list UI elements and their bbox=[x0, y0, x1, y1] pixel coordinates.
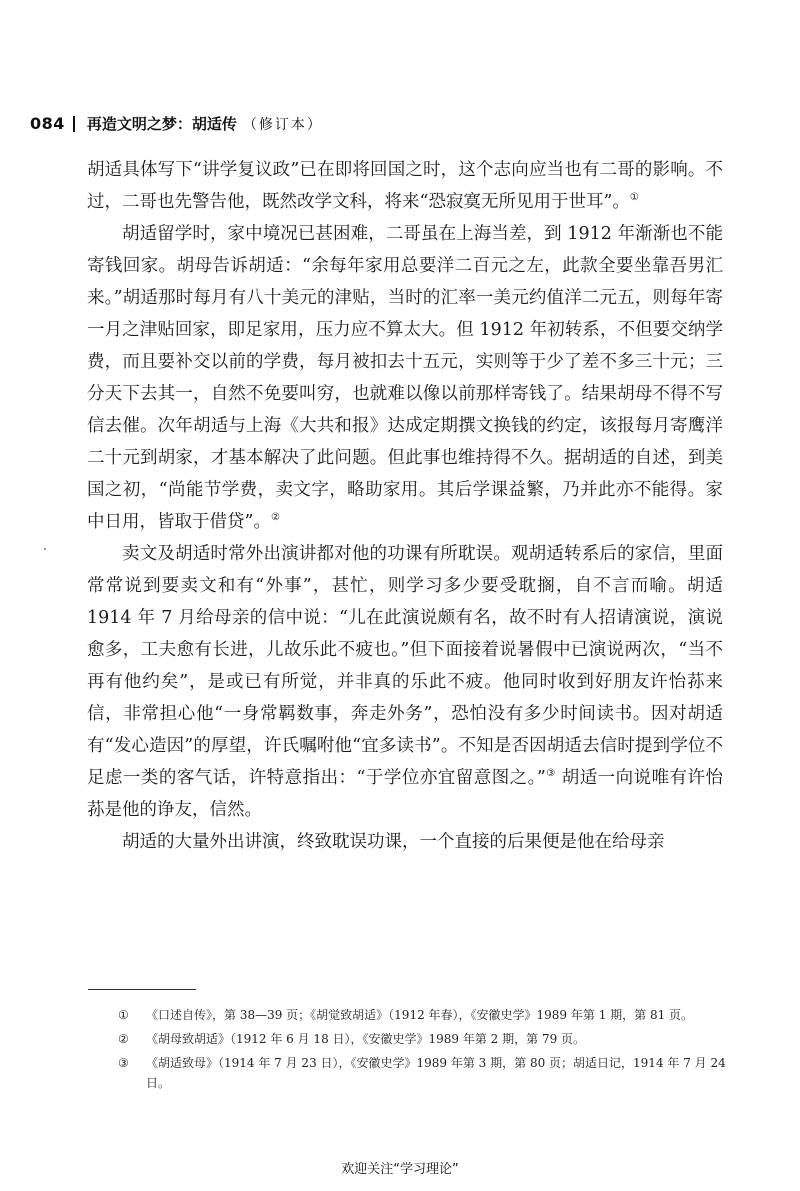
paragraph-text: 胡适的大量外出讲演，终致耽误功课，一个直接的后果便是他在给母亲 bbox=[122, 832, 665, 852]
paragraph-1 bbox=[87, 154, 723, 218]
paragraph-text: 胡适具体写下“讲学复议政”已在即将回国之时，这个志向应当也有二哥的影响。不过，二哥也先警告他，既然改学文科，将来“恐寂寞无所见用于世耳”。 bbox=[87, 160, 723, 212]
page-footer: 欢迎关注“学习理论” bbox=[341, 1162, 459, 1177]
footnote-2 bbox=[118, 1029, 730, 1049]
paragraph-2 bbox=[87, 218, 723, 538]
footnote-mark: ② bbox=[118, 1032, 129, 1046]
footnote-mark: ① bbox=[118, 1008, 129, 1022]
footnote-text: 《胡母致胡适》（1912 年 6 月 18 日），《安徽史学》1989 年第 2 期，第 79 页。 bbox=[146, 1032, 586, 1046]
running-header bbox=[30, 113, 323, 134]
scan-speck bbox=[44, 548, 46, 550]
paragraph-3 bbox=[87, 538, 723, 826]
paragraph-text-continued: 胡适一向说唯有许怡荪是他的诤友，信然。 bbox=[87, 768, 723, 820]
header-divider bbox=[73, 116, 75, 132]
footnote-text: 《口述自传》，第 38—39 页；《胡觉致胡适》（1912 年春），《安徽史学》1989 年第 1 期，第 81 页。 bbox=[146, 1008, 694, 1022]
paragraph-4 bbox=[87, 826, 723, 858]
footnote-ref-3: ③ bbox=[545, 768, 556, 780]
body-text bbox=[87, 154, 723, 858]
book-title: 再造文明之梦：胡适传 bbox=[86, 115, 237, 133]
paragraph-text: 卖文及胡适时常外出演讲都对他的功课有所耽误。观胡适转系后的家信，里面常常说到要卖文和有“外事”，甚忙，则学习多少要受耽搁，自不言而喻。胡适 1914 年 7 月给母亲的信中说：“儿在此演说颇有名，故不时有人招请演说，演说愈多，工夫愈有长进，儿故乐此不疲也。”但下面接着说暑假中已演说两次，“当不再有他约矣”，是或已有所觉，并非真的乐此不疲。他同时收到好朋友许怡荪来信，非常担心他“一身常羁数事，奔走外务”，恐怕没有多少时间读书。因对胡适有“发心造因”的厚望，许氏嘱咐他“宜多读书”。不知是否因胡适去信时提到学位不足虑一类的客气话，许特意指出：“于学位亦宜留意图之。” bbox=[87, 544, 723, 788]
footnote-1 bbox=[118, 1005, 730, 1025]
footnote-3 bbox=[118, 1053, 730, 1093]
footnote-mark: ③ bbox=[118, 1056, 129, 1070]
footnotes bbox=[118, 1005, 730, 1097]
footnote-text: 《胡适致母》（1914 年 7 月 23 日），《安徽史学》1989 年第 3 期，第 80 页；胡适日记，1914 年 7 月 24 日。 bbox=[146, 1056, 726, 1090]
footnote-ref-1: ① bbox=[629, 192, 639, 204]
page-number: 084 bbox=[30, 114, 65, 133]
footnote-ref-2: ② bbox=[270, 512, 280, 524]
footnote-divider bbox=[88, 989, 196, 990]
book-subtitle: （修订本） bbox=[242, 116, 323, 133]
paragraph-text: 胡适留学时，家中境况已甚困难，二哥虽在上海当差，到 1912 年渐渐也不能寄钱回家。胡母告诉胡适：“余每年家用总要洋二百元之左，此款全要坐靠吾男汇来。”胡适那时每月有八十美元的津贴，当时的汇率一美元约值洋二元五，则每年寄一月之津贴回家，即足家用，压力应不算太大。但 1912 年初转系，不但要交纳学费，而且要补交以前的学费，每月被扣去十五元，实则等于少了差不多三十元；三分天下去其一，自然不免要叫穷，也就难以像以前那样寄钱了。结果胡母不得不写信去催。次年胡适与上海《大共和报》达成定期撰文换钱的约定，该报每月寄鹰洋二十元到胡家，才基本解决了此问题。但此事也维持得不久。据胡适的自述，到美国之初，“尚能节学费，卖文字，略助家用。其后学课益繁，乃并此亦不能得。家中日用，皆取于借贷”。 bbox=[87, 224, 723, 532]
